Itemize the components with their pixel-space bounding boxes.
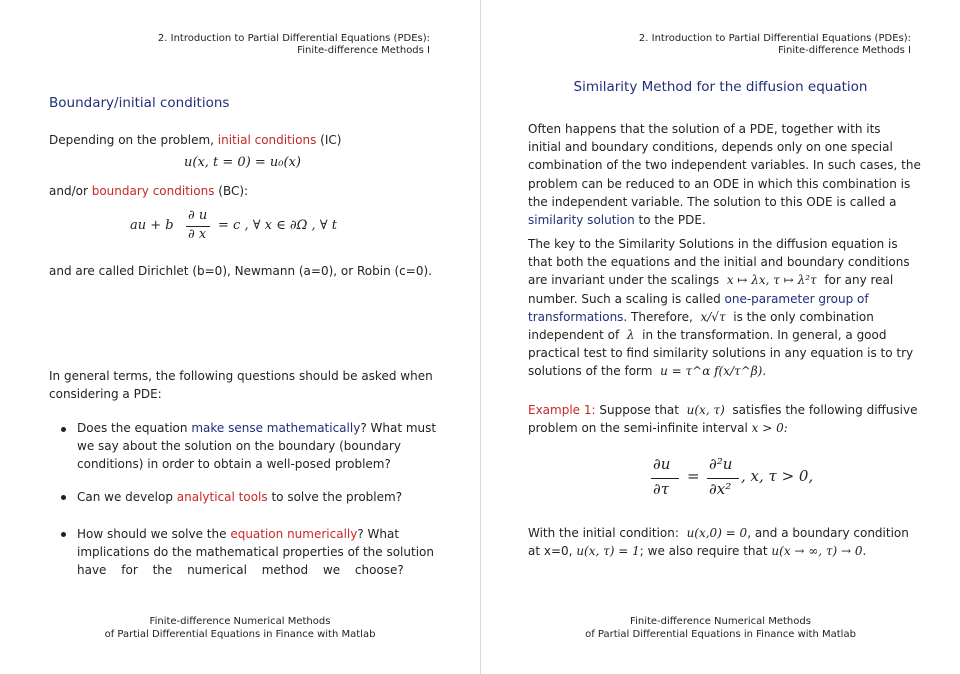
text-line: The key to the Similarity Solutions in the diffusion equation is bbox=[528, 237, 898, 251]
text: problem on the semi-infinite interval bbox=[528, 421, 748, 436]
ic-equation: u(x, t = 0) = u₀(x) bbox=[184, 155, 301, 170]
text: How should we solve the bbox=[77, 527, 231, 541]
header-line-2: Finite-difference Methods I bbox=[778, 45, 911, 56]
text: Does the equation bbox=[77, 421, 192, 435]
text-line: conditions) in order to obtain a well-posed problem? bbox=[77, 457, 391, 472]
header-line-1: 2. Introduction to Partial Differential Equations (PDEs): bbox=[157, 33, 430, 44]
text: , and a boundary condition bbox=[747, 526, 909, 540]
text: . Therefore, bbox=[623, 309, 693, 324]
text-line bbox=[77, 525, 431, 543]
text: independent of bbox=[528, 328, 620, 343]
paragraph-dirichlet: and are called Dirichlet (b=0), Newmann (a=0), or Robin (c=0). bbox=[49, 264, 432, 278]
text-line: implications do the mathematical properties of the solution bbox=[77, 545, 434, 560]
header-line-2: Finite-difference Methods I bbox=[297, 45, 430, 56]
highlight-equation-numerically: equation numerically bbox=[230, 527, 358, 541]
text: With the initial condition: bbox=[528, 526, 679, 540]
fraction-bar bbox=[707, 478, 739, 479]
bc-equation bbox=[130, 208, 390, 248]
text: satisfies the following diffusive bbox=[732, 403, 918, 417]
text: Can we develop bbox=[77, 490, 177, 504]
bc-rhs: = c , ∀ x ∈ ∂Ω , ∀ t bbox=[218, 218, 337, 233]
text: solutions of the form bbox=[528, 364, 653, 379]
slide-footer bbox=[0, 615, 480, 641]
text-line bbox=[528, 326, 910, 344]
footer-line-2: of Partial Differential Equations in Finance with Matlab bbox=[104, 629, 376, 640]
pde-rhs-num: ∂²u bbox=[709, 455, 733, 473]
header-line-1: 2. Introduction to Partial Differential Equations (PDEs): bbox=[638, 33, 911, 44]
text: number. Such a scaling is called bbox=[528, 291, 725, 306]
bullet-dot bbox=[61, 532, 66, 537]
text: in the transformation. In general, a good bbox=[642, 328, 887, 343]
pde-equals: = bbox=[687, 467, 700, 485]
text-line bbox=[528, 211, 910, 229]
right-slide bbox=[481, 0, 960, 674]
highlight-initial-conditions: initial conditions bbox=[217, 133, 317, 147]
pde-condition: , x, τ > 0, bbox=[741, 467, 814, 485]
text: ; we also require that bbox=[639, 544, 768, 559]
text: (IC) bbox=[316, 133, 342, 147]
highlight-make-sense: make sense mathematically bbox=[191, 421, 361, 435]
text-line bbox=[528, 290, 910, 308]
text-line: problem can be reduced to an ODE in which this combination is bbox=[528, 176, 911, 191]
text-line bbox=[528, 542, 928, 560]
pde-lhs-num: ∂u bbox=[653, 455, 671, 473]
bullet-dot bbox=[61, 495, 66, 500]
math-initial-condition: u(x,0) = 0 bbox=[686, 526, 748, 540]
fraction-bar bbox=[651, 478, 679, 479]
bc-lhs: au + b bbox=[130, 218, 174, 233]
text-line: we say about the solution on the boundary (boundary bbox=[77, 439, 401, 454]
text: Depending on the problem, bbox=[49, 133, 218, 147]
pde-lhs-den: ∂τ bbox=[653, 480, 670, 498]
math-infinity-condition: u(x → ∞, τ) → 0. bbox=[771, 544, 867, 559]
math-lambda: λ bbox=[626, 328, 635, 343]
paragraph-general bbox=[49, 367, 433, 403]
text-line: the independent variable. The solution to this ODE is called a bbox=[528, 194, 897, 209]
text-line: combination of the two independent variables. In such cases, the bbox=[528, 158, 921, 173]
text-line: considering a PDE: bbox=[49, 387, 162, 402]
highlight-boundary-conditions: boundary conditions bbox=[91, 184, 215, 198]
footer-line-1: Finite-difference Numerical Methods bbox=[149, 616, 331, 627]
text-group bbox=[77, 419, 436, 437]
example-label: Example 1: bbox=[528, 403, 596, 417]
text: Suppose that bbox=[595, 403, 679, 417]
math-combination: x/√τ bbox=[700, 309, 726, 324]
math-scalings: x ↦ λx, τ ↦ λ²τ bbox=[726, 273, 817, 288]
text-line bbox=[528, 271, 910, 289]
slide-title: Similarity Method for the diffusion equation bbox=[573, 79, 868, 95]
bc-frac-den: ∂ x bbox=[188, 227, 207, 242]
footer-line-1: Finite-difference Numerical Methods bbox=[630, 616, 811, 627]
text: to solve the problem? bbox=[267, 490, 403, 504]
paragraph-conditions bbox=[528, 524, 928, 560]
text: and/or bbox=[49, 184, 92, 198]
link-similarity-solution: similarity solution bbox=[528, 213, 635, 228]
slide-header bbox=[639, 33, 911, 57]
math-interval: x > 0: bbox=[751, 421, 788, 436]
text: are invariant under the scalings bbox=[528, 273, 720, 288]
text-line: In general terms, the following questions should be asked when bbox=[49, 369, 433, 383]
text-line bbox=[528, 308, 910, 326]
text-line bbox=[528, 524, 928, 542]
link-one-parameter-group: one-parameter group of bbox=[724, 291, 869, 306]
slide-header bbox=[158, 33, 430, 57]
paragraph-example bbox=[528, 401, 918, 437]
bullet-item-2 bbox=[77, 488, 402, 506]
math-similarity-form: u = τ^α f(x/τ^β). bbox=[660, 364, 767, 379]
text-line bbox=[528, 419, 910, 437]
pde-rhs-den: ∂x² bbox=[709, 480, 732, 498]
text: ? What bbox=[357, 527, 400, 541]
text-line bbox=[77, 419, 437, 437]
text-line: that both the equations and the initial and boundary conditions bbox=[528, 255, 910, 270]
text-line bbox=[528, 362, 910, 380]
text-line: have for the numerical method we choose? bbox=[77, 563, 404, 578]
text-line bbox=[528, 401, 918, 419]
diffusion-equation bbox=[651, 453, 851, 505]
paragraph-bc bbox=[49, 182, 248, 200]
link-transformations: transformations bbox=[528, 309, 624, 324]
slide-footer bbox=[481, 615, 960, 641]
text: for any real bbox=[824, 273, 894, 288]
paragraph-key bbox=[528, 235, 914, 381]
text-line: Often happens that the solution of a PDE, together with its bbox=[528, 122, 881, 136]
text: (BC): bbox=[214, 184, 249, 198]
slide-title: Boundary/initial conditions bbox=[49, 95, 230, 111]
text: at x=0, bbox=[528, 544, 573, 559]
bc-frac-num: ∂ u bbox=[188, 208, 208, 223]
math-boundary-condition: u(x, τ) = 1 bbox=[576, 544, 640, 559]
paragraph-intro bbox=[528, 120, 921, 229]
footer-line-2: of Partial Differential Equations in Finance with Matlab bbox=[585, 629, 856, 640]
bullet-dot bbox=[61, 427, 66, 432]
text: is the only combination bbox=[733, 309, 874, 324]
text: ? What must bbox=[360, 421, 437, 435]
highlight-analytical-tools: analytical tools bbox=[176, 490, 268, 504]
paragraph-ic bbox=[49, 131, 341, 149]
bullet-item-3 bbox=[77, 525, 434, 580]
text-line: practical test to find similarity solutions in any equation is to try bbox=[528, 346, 914, 361]
math-u: u(x, τ) bbox=[686, 403, 725, 417]
text: to the PDE. bbox=[634, 213, 706, 228]
text-line: initial and boundary conditions, depends only on one special bbox=[528, 140, 893, 155]
bullet-item-1 bbox=[77, 419, 437, 474]
